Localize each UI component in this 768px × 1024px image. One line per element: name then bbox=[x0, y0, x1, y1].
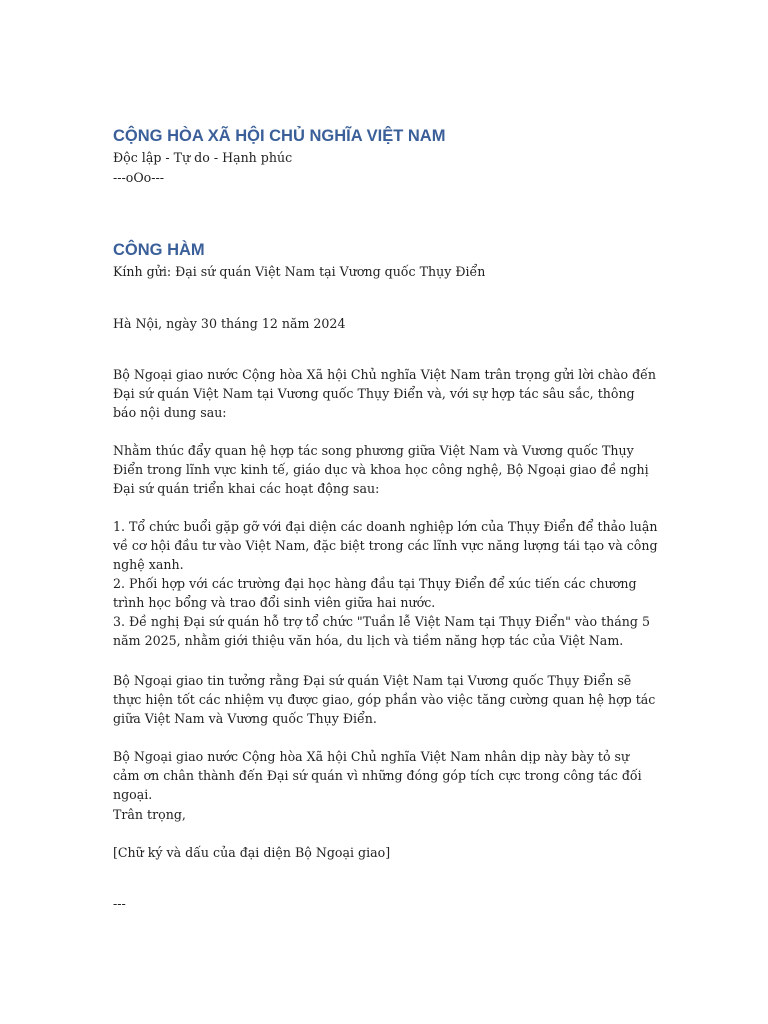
signature-placeholder: [Chữ ký và dấu của đại diện Bộ Ngoại giao] bbox=[113, 845, 391, 860]
end-marker: --- bbox=[113, 896, 126, 911]
thanks-paragraph: Bộ Ngoại giao nước Cộng hòa Xã hội Chủ nghĩa Việt Nam nhân dịp này bày tỏ sự cảm ơn chân thành đến Đại sứ quán vì những đóng góp tích cực trong công tác đối ngoại. bbox=[113, 749, 642, 802]
date-line: Hà Nội, ngày 30 tháng 12 năm 2024 bbox=[113, 316, 346, 331]
action-item: 2. Phối hợp với các trường đại học hàng đầu tại Thụy Điển để xúc tiến các chương trình học bổng và trao đổi sinh viên giữa hai nước. bbox=[113, 576, 637, 610]
national-motto: Độc lập - Tự do - Hạnh phúc bbox=[113, 150, 293, 165]
action-item: 1. Tổ chức buổi gặp gỡ với đại diện các doanh nghiệp lớn của Thụy Điển để thảo luận về cơ hội đầu tư vào Việt Nam, đặc biệt trong các lĩnh vực năng lượng tái tạo và công nghệ xanh. bbox=[113, 519, 658, 572]
document-type-title: CÔNG HÀM bbox=[113, 241, 205, 259]
action-item: 3. Đề nghị Đại sứ quán hỗ trợ tổ chức "Tuần lễ Việt Nam tại Thụy Điển" vào tháng 5 năm 2025, nhằm giới thiệu văn hóa, du lịch và tiềm năng hợp tác của Việt Nam. bbox=[113, 614, 650, 648]
closing-line: Trân trọng, bbox=[113, 807, 186, 822]
header-separator: ---oOo--- bbox=[113, 170, 165, 185]
country-title: CỘNG HÒA XÃ HỘI CHỦ NGHĨA VIỆT NAM bbox=[113, 127, 446, 145]
purpose-paragraph: Nhằm thúc đẩy quan hệ hợp tác song phương giữa Việt Nam và Vương quốc Thụy Điển trong lĩnh vực kinh tế, giáo dục và khoa học công nghệ, Bộ Ngoại giao đề nghị Đại sứ quán triển khai các hoạt động sau: bbox=[113, 443, 649, 496]
recipient-line: Kính gửi: Đại sứ quán Việt Nam tại Vương quốc Thụy Điển bbox=[113, 264, 486, 279]
intro-paragraph: Bộ Ngoại giao nước Cộng hòa Xã hội Chủ nghĩa Việt Nam trân trọng gửi lời chào đến Đại sứ quán Việt Nam tại Vương quốc Thụy Điển và, với sự hợp tác sâu sắc, thông báo nội dung sau: bbox=[113, 367, 657, 420]
action-item-list bbox=[113, 517, 658, 650]
confidence-paragraph: Bộ Ngoại giao tin tưởng rằng Đại sứ quán Việt Nam tại Vương quốc Thụy Điển sẽ thực hiện tốt các nhiệm vụ được giao, góp phần vào việc tăng cường quan hệ hợp tác giữa Việt Nam và Vương quốc Thụy Điển. bbox=[113, 673, 656, 726]
